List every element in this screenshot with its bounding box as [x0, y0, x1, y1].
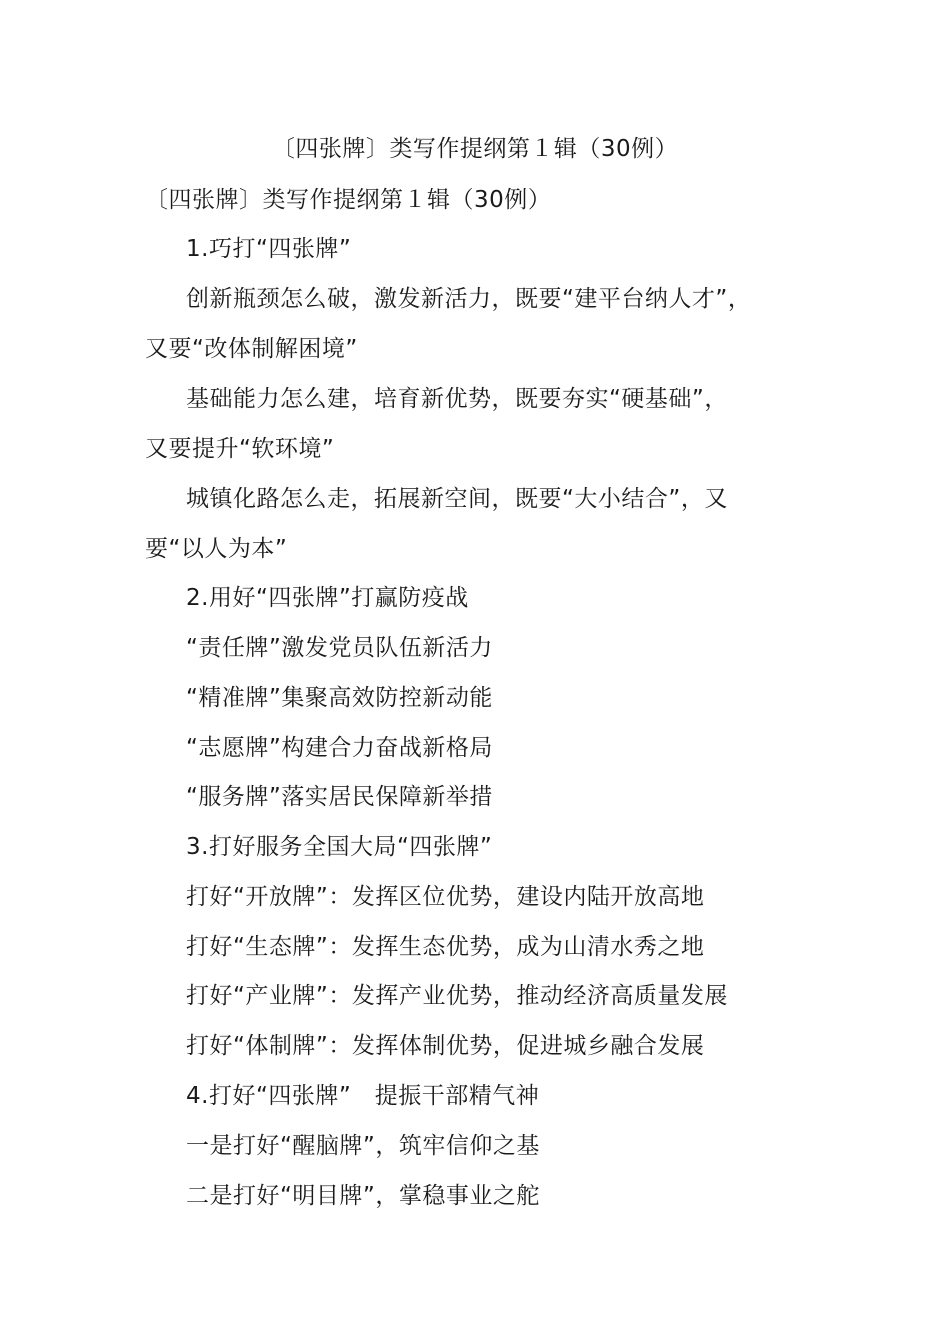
paragraph-line: 要“以人为本”: [145, 536, 288, 562]
section-heading: 2.用好“四张牌”打赢防疫战: [186, 585, 469, 611]
paragraph-line: 创新瓶颈怎么破，激发新活力，既要“建平台纳人才”，: [186, 286, 752, 312]
section-heading: 4.打好“四张牌” 提振干部精气神: [186, 1083, 540, 1109]
paragraph-line: 一是打好“醒脑牌”，筑牢信仰之基: [186, 1133, 540, 1159]
subtitle-line: 〔四张牌〕类写作提纲第１辑（30例）: [145, 187, 552, 213]
paragraph-line: “服务牌”落实居民保障新举措: [186, 784, 493, 810]
paragraph-line: 打好“开放牌”：发挥区位优势，建设内陆开放高地: [186, 884, 705, 910]
paragraph-line: “责任牌”激发党员队伍新活力: [186, 635, 493, 661]
paragraph-line: “精准牌”集聚高效防控新动能: [186, 685, 493, 711]
paragraph-line: 打好“生态牌”：发挥生态优势，成为山清水秀之地: [186, 934, 705, 960]
paragraph-line: “志愿牌”构建合力奋战新格局: [186, 735, 493, 761]
paragraph-line: 基础能力怎么建，培育新优势，既要夯实“硬基础”，: [186, 386, 728, 412]
section-heading: 3.打好服务全国大局“四张牌”: [186, 834, 493, 860]
paragraph-line: 又要“改体制解困境”: [145, 336, 358, 362]
paragraph-line: 打好“产业牌”：发挥产业优势，推动经济高质量发展: [186, 983, 728, 1009]
document-title: 〔四张牌〕类写作提纲第１辑（30例）: [271, 136, 679, 162]
paragraph-line: 打好“体制牌”：发挥体制优势，促进城乡融合发展: [186, 1033, 705, 1059]
paragraph-line: 城镇化路怎么走，拓展新空间，既要“大小结合”，又: [186, 486, 728, 512]
paragraph-line: 又要提升“软环境”: [145, 436, 335, 462]
section-heading: 1.巧打“四张牌”: [186, 236, 352, 262]
paragraph-line: 二是打好“明目牌”，掌稳事业之舵: [186, 1183, 540, 1209]
